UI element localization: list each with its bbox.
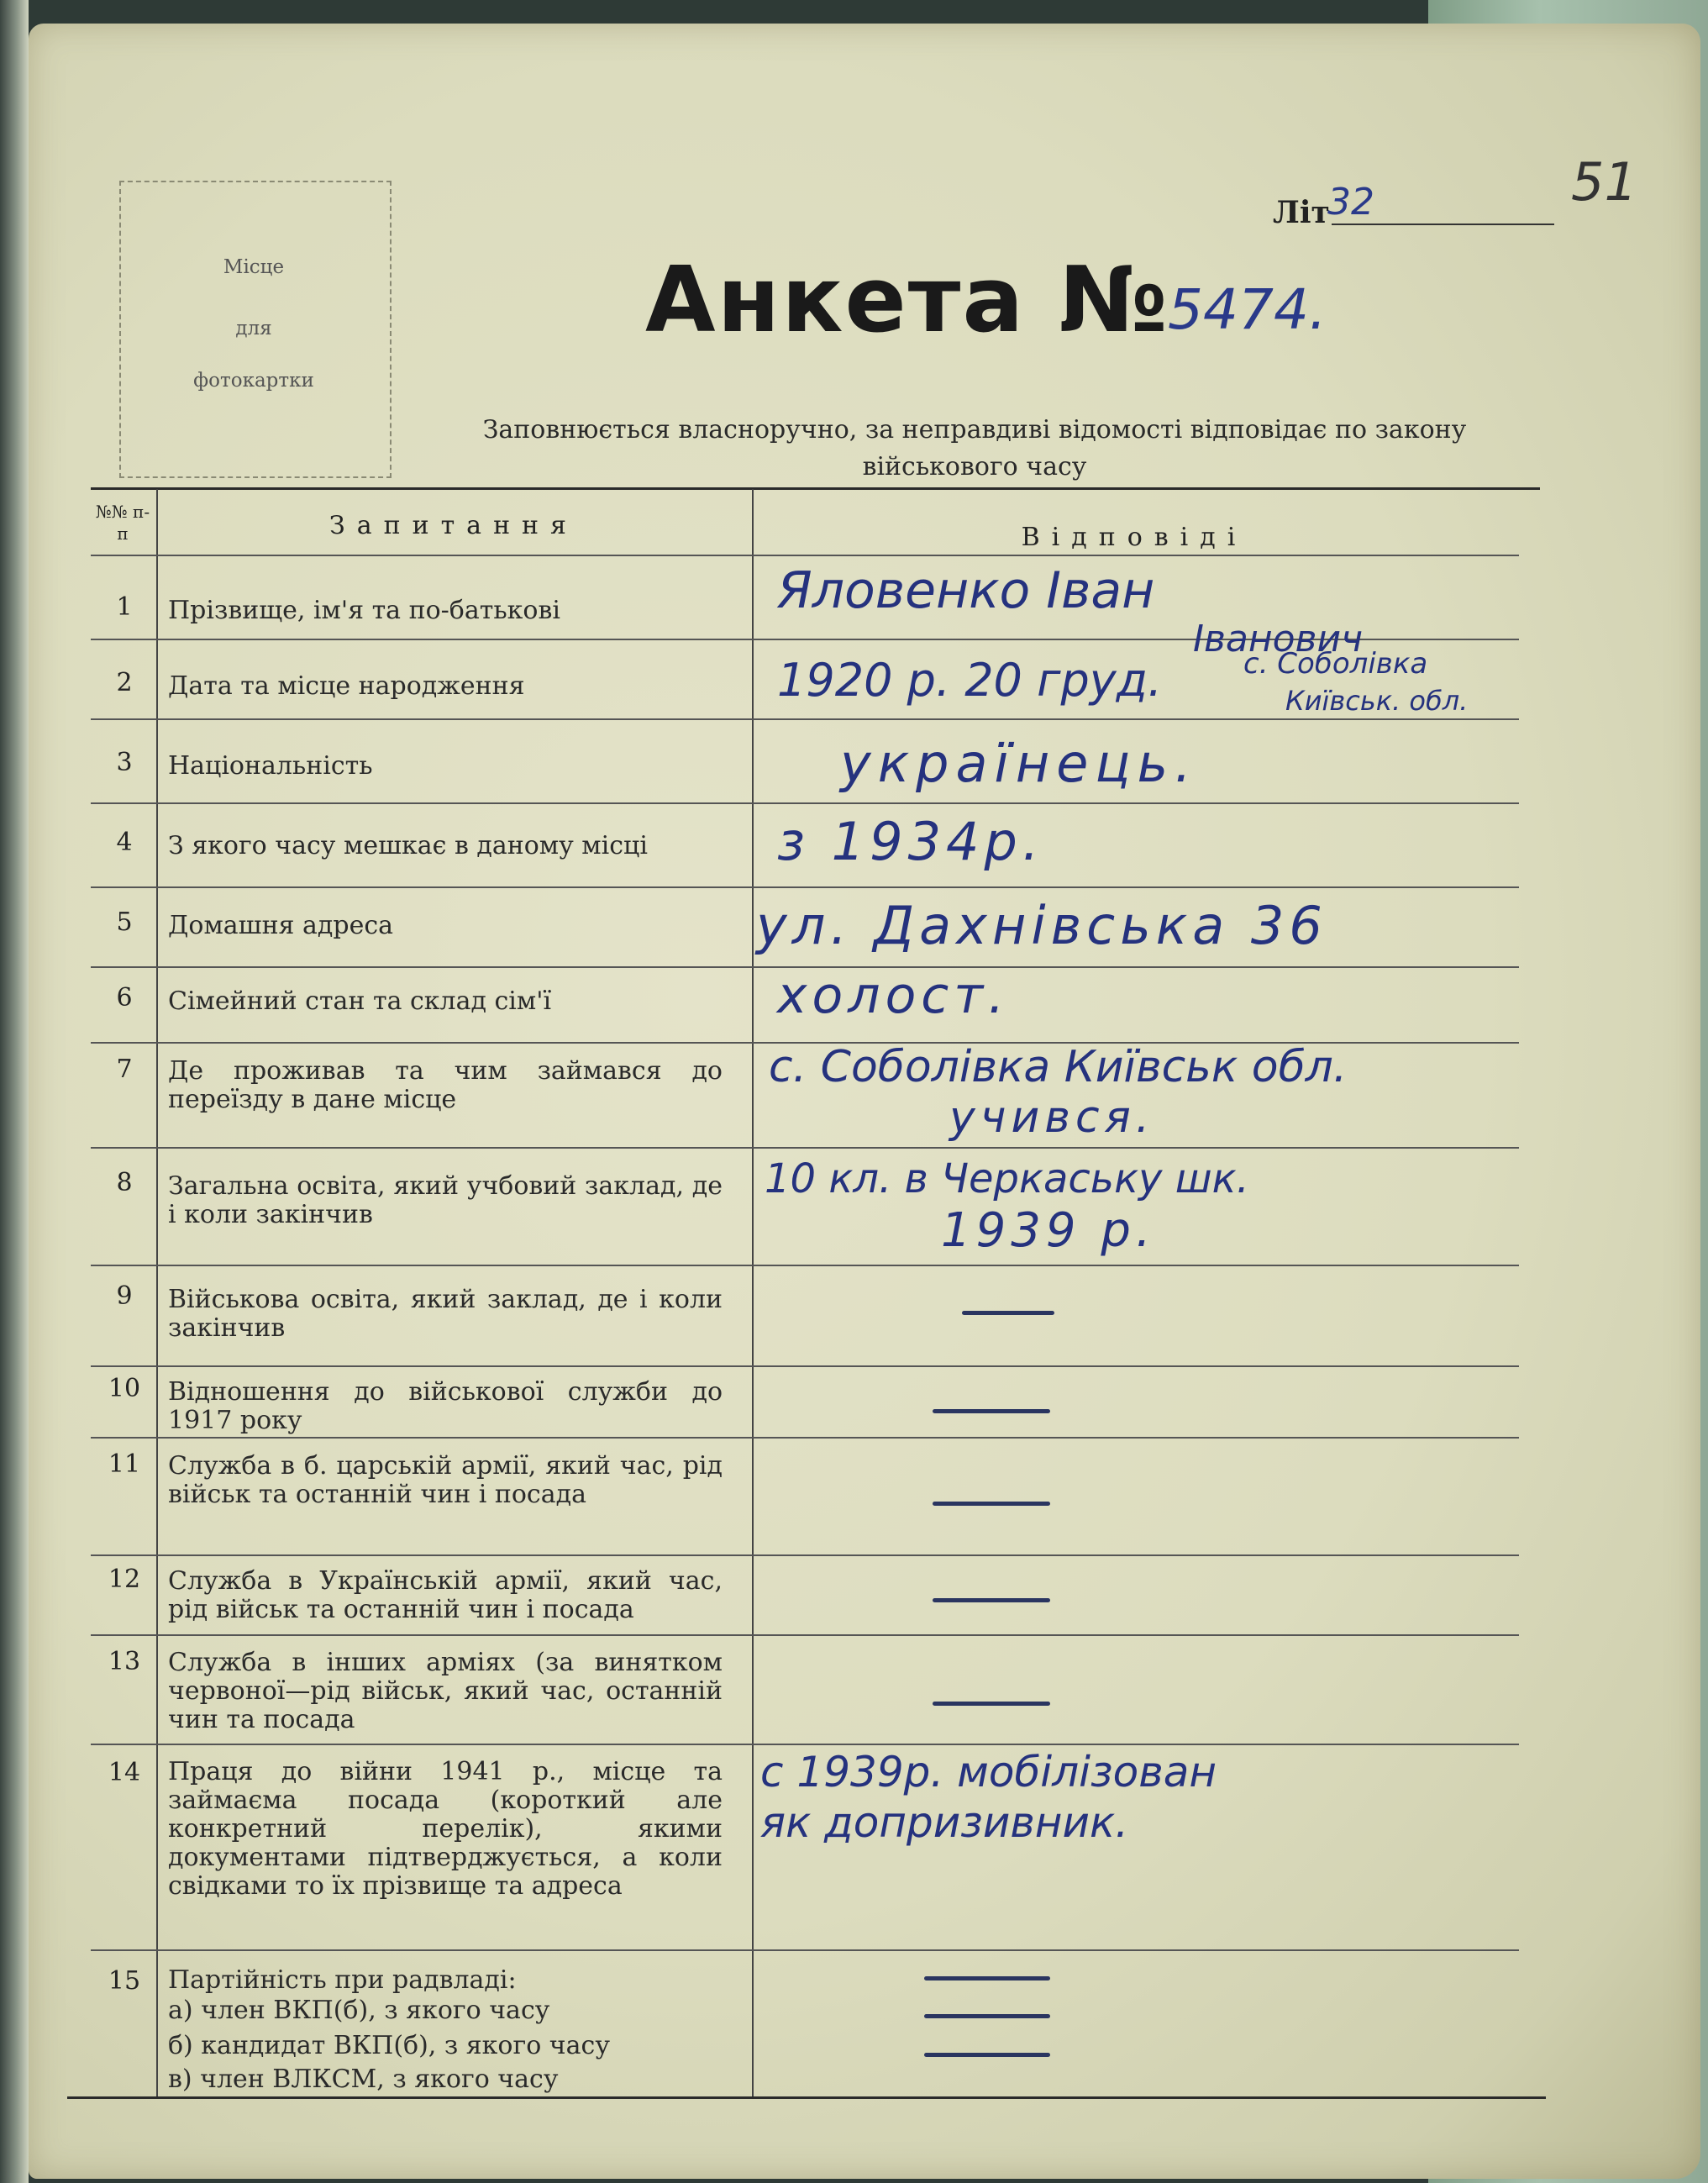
header-questions: Запитання [329, 511, 578, 540]
row-divider [91, 1365, 1519, 1367]
answer-dash [933, 1598, 1050, 1602]
row-divider [91, 886, 1519, 888]
question-text: Сімейний стан та склад сім'ї [168, 986, 552, 1016]
answer-dash [924, 2053, 1050, 2057]
answer-line: холост. [777, 966, 1010, 1025]
answer-dash [924, 2014, 1050, 2018]
row-divider [91, 718, 1519, 720]
question-text: Праця до війни 1941 р., місце та займаєма посада (короткий але конкретний перелік), якими документами підтверджується, а коли свідками то їх прізвище та адреса [168, 1757, 723, 1901]
book-spine-edge [0, 0, 29, 2183]
question-text: Військова освіта, який заклад, де і коли закінчив [168, 1285, 723, 1343]
row-number: 5 [116, 907, 133, 937]
form-title: Анкета № [645, 248, 1169, 353]
lit-label: Літ [1273, 195, 1330, 230]
answer-line: с 1939р. мобілізован [760, 1748, 1217, 1796]
answer-dash [933, 1502, 1050, 1506]
column-divider-answer [752, 489, 754, 2096]
row-divider [91, 1744, 1519, 1745]
row-number: 6 [116, 983, 133, 1013]
row-divider [91, 1554, 1519, 1556]
photo-placeholder-line-2: для [235, 318, 272, 339]
row-number: 11 [108, 1449, 141, 1479]
photo-placeholder-line-1: Місце [223, 256, 285, 278]
question-text: Де проживав та чим займався до переїзду в дане місце [168, 1056, 723, 1114]
row-number: 14 [108, 1758, 141, 1787]
row-number: 13 [108, 1647, 141, 1676]
table-top-rule [91, 487, 1540, 490]
question-text: Партійність при радвладі: [168, 1965, 517, 1995]
question-text: Служба в Українській армії, який час, рід військ та останній чин і посада [168, 1566, 723, 1624]
row-number: 4 [116, 828, 133, 857]
row-number: 9 [116, 1281, 133, 1311]
row-number: 15 [108, 1966, 141, 1996]
answer-line: як допризивник. [760, 1798, 1129, 1847]
photo-placeholder-line-3: фотокартки [193, 370, 314, 392]
question-text: Служба в б. царській армії, який час, рід військ та останній чин і посада [168, 1451, 723, 1509]
answer-line: Яловенко Іван [777, 561, 1155, 620]
row-divider [91, 1634, 1519, 1636]
row-divider [91, 1949, 1519, 1951]
row-number: 12 [108, 1565, 141, 1594]
answer-line: 1920 р. 20 груд. [777, 654, 1163, 707]
answer-line: с. Соболівка [1243, 647, 1428, 681]
answer-line: 10 кл. в Черкаську шк. [765, 1155, 1249, 1202]
answer-dash [933, 1702, 1050, 1706]
question-subitem: а) член ВКП(б), з якого часу [168, 1996, 550, 2025]
row-number: 7 [116, 1055, 133, 1084]
answer-line: с. Соболівка Київськ обл. [769, 1042, 1348, 1092]
header-number: №№ п-п [95, 502, 150, 544]
answer-line: ул. Дахнівська 36 [756, 895, 1327, 956]
row-divider [91, 555, 1519, 556]
row-number: 8 [116, 1168, 133, 1197]
answer-dash [962, 1311, 1054, 1315]
question-text: Служба в інших арміях (за винятком червоної—рід військ, який час, останній чин та посада [168, 1648, 723, 1734]
question-text: Прізвище, ім'я та по-батькові [168, 596, 560, 625]
answer-line: Іванович [1193, 618, 1364, 660]
answer-dash [933, 1409, 1050, 1413]
row-number: 2 [116, 668, 133, 697]
answer-line: учився. [949, 1092, 1155, 1143]
answer-line: з 1934р. [777, 811, 1044, 872]
header-answers: Відповіді [1021, 523, 1248, 552]
answer-line: Київськ. обл. [1285, 685, 1469, 717]
row-divider [91, 1147, 1519, 1149]
lit-underline [1332, 224, 1554, 225]
answer-line: українець. [840, 733, 1198, 794]
question-text: Національність [168, 751, 373, 781]
table-bottom-rule [67, 2096, 1546, 2099]
question-subitem: в) член ВЛКСМ, з якого часу [168, 2065, 559, 2094]
question-text: Дата та місце народження [168, 671, 525, 701]
question-text: З якого часу мешкає в даному місці [168, 831, 648, 860]
question-text: Загальна освіта, який учбовий заклад, де і коли закінчив [168, 1171, 723, 1229]
folio-number: 51 [1571, 151, 1637, 213]
questionnaire-number: 5474. [1168, 277, 1327, 342]
row-divider [91, 802, 1519, 804]
row-divider [91, 1437, 1519, 1439]
answer-line: 1939 р. [941, 1203, 1156, 1258]
answer-dash [924, 1976, 1050, 1980]
question-text: Домашня адреса [168, 911, 394, 940]
question-subitem: б) кандидат ВКП(б), з якого часу [168, 2031, 610, 2060]
row-number: 3 [116, 748, 133, 777]
question-text: Відношення до військової служби до 1917 року [168, 1377, 723, 1435]
row-number: 1 [116, 592, 133, 622]
form-subtitle: Заповнюється власноручно, за неправдиві відомості відповідає по закону військового часу [482, 415, 1467, 481]
lit-value: 32 [1327, 181, 1374, 224]
row-number: 10 [108, 1374, 141, 1403]
row-divider [91, 1265, 1519, 1266]
